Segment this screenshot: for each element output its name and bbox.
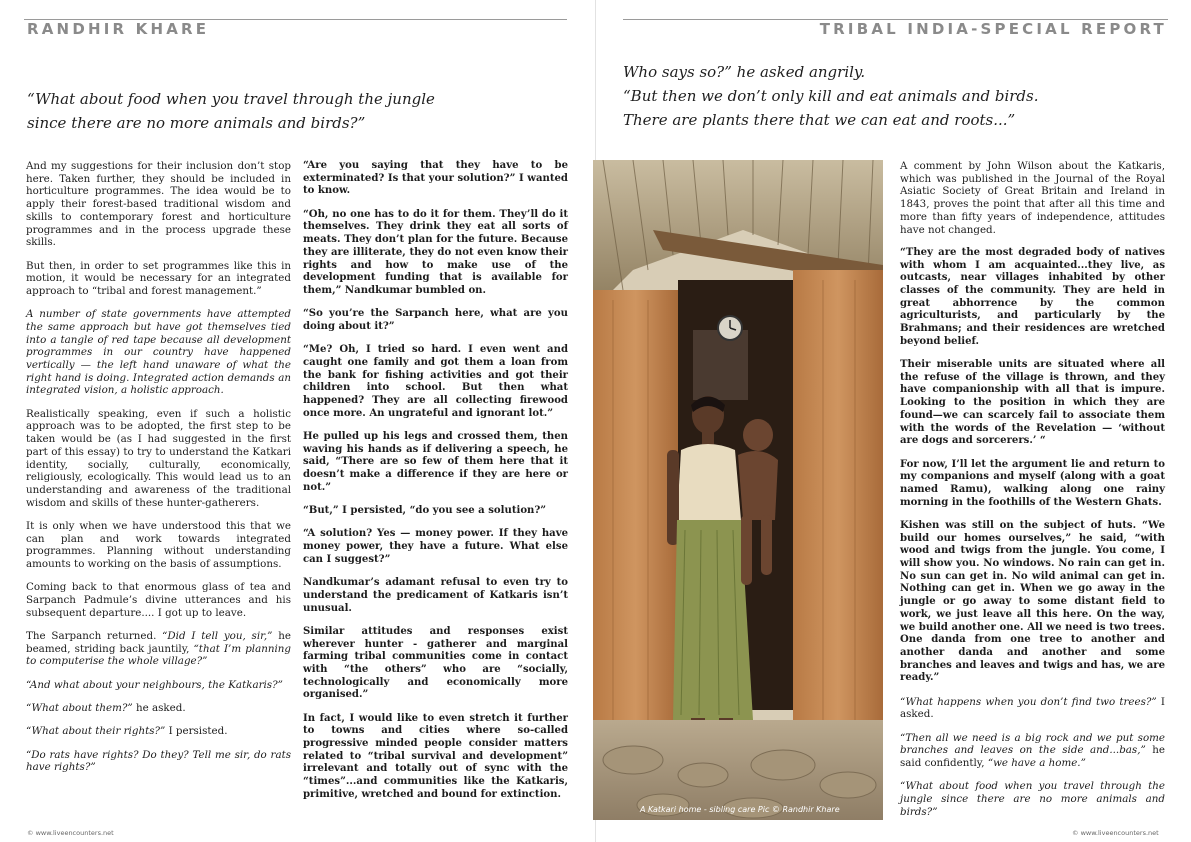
right-pullquote-line-2: “But then we don’t only kill and eat animals and birds. <box>623 87 1039 105</box>
text-span-italic: “What about their rights?” <box>26 725 166 738</box>
paragraph-italic: A number of state governments have attempted the same approach but have got themselves tied into a tangle of red tape because all development programmes in our country have happened vertically — the left hand unaware of what the right hand is doing. Integrated action demands an integrated vision, a holistic approach. <box>26 308 291 397</box>
left-header-author: RANDHIR KHARE <box>27 20 210 38</box>
paragraph-italic: “And what about your neighbours, the Katkaris?” <box>26 678 283 691</box>
text-span-italic: “that I’m planning to computerise the whole village?” <box>26 642 291 668</box>
text-span-italic: “we have a home.” <box>987 757 1086 770</box>
paragraph-mixed <box>26 702 291 715</box>
text-span-italic: “What happens when you don’t find two trees?” <box>900 695 1157 708</box>
text-span: I persisted. <box>168 725 228 738</box>
left-footer: © www.liveencounters.net <box>27 829 114 837</box>
paragraph-bold: “Oh, no one has to do it for them. They’ll do it themselves. They drink they eat all sorts of meats. They don’t plan for the future. Because they are illiterate, they do not even know their rights and how to make use of the development funding that is available for them,” Nandkumar bumbled on. <box>303 208 568 296</box>
paragraph-bold: “Me? Oh, I tried so hard. I even went and caught one family and got them a loan from the bank for fishing activities and got their children into school. But then what happened? They are all collecting firewood once more. An ungrateful and ignorant lot.” <box>303 344 568 419</box>
text-span: I asked. <box>900 695 1165 721</box>
paragraph-bold: Similar attitudes and responses exist wherever hunter - gatherer and marginal farming tribal communities come in contact with “the others” who are “socially, technologically and economically more organised.” <box>303 625 568 701</box>
text-span: he asked. <box>135 702 186 715</box>
paragraph-bold: Kishen was still on the subject of huts. “We build our homes ourselves,” he said, “with wood and twigs from the jungle. You come, I will show you. No windows. No rain can get in. No sun can get in. No wild animal can get in. Nothing can get in. When we go away in the jungle or go away to some distant field to work, we just leave all this here. On the way, we build another one. All we need is two trees. One danda from one tree to another and another danda and another and some branches and leaves and twigs and has, we are ready.” <box>900 519 1165 684</box>
left-column-1 <box>26 160 291 785</box>
text-span-italic: “Did I tell you, sir,” <box>162 630 273 643</box>
paragraph-mixed <box>26 725 291 738</box>
paragraph-bold: “A solution? Yes — money power. If they have money power, they have a future. What else can I suggest?” <box>303 528 568 565</box>
paragraph-bold: He pulled up his legs and crossed them, then waving his hands as if delivering a speech, he said, “There are so few of them here that it doesn’t make a difference if they are here or not.” <box>303 431 568 493</box>
paragraph: And my suggestions for their inclusion don’t stop here. Taken further, they should be included in horticulture programmes. The idea would be to apply their forest-based traditional wisdom and skills to contemporary forest and horticulture programmes and in the process upgrade these skills. <box>26 160 291 249</box>
katkari-home-photo <box>593 160 883 820</box>
left-pullquote <box>27 87 435 135</box>
right-pullquote <box>623 60 1039 132</box>
paragraph: Realistically speaking, even if such a holistic approach was to be adopted, the first step to be taken would be (as I had suggested in the first part of this essay) to try to understand the Katkari identity, socially, culturally, economically, religiously, ecologically. This would lead us to an understanding and awareness of the traditional wisdom and skills of these hunter-gatherers. <box>26 407 291 509</box>
paragraph-bold: “So you’re the Sarpanch here, what are you doing about it?” <box>303 308 568 332</box>
right-column-3 <box>900 160 1165 829</box>
paragraph-bold: For now, I’ll let the argument lie and return to my companions and myself (along with a goat named Ramu), walking along one rainy morning in the foothills of the Western Ghats. <box>900 458 1165 508</box>
paragraph: It is only when we have understood this that we can plan and work towards integrated programmes. Planning without understanding amounts to working on the basis of assumptions. <box>26 519 291 571</box>
right-header-title: TRIBAL INDIA-SPECIAL REPORT <box>819 20 1167 38</box>
paragraph-italic: “What about food when you travel through the jungle since there are no more animals and birds?” <box>900 780 1165 818</box>
paragraph: Coming back to that enormous glass of tea and Sarpanch Padmule’s divine utterances and his subsequent departure.... I got up to leave. <box>26 581 291 619</box>
left-pullquote-line-2: since there are no more animals and birds?” <box>27 114 366 132</box>
photo-illustration <box>593 160 883 820</box>
paragraph-bold: Nandkumar’s adamant refusal to even try to understand the predicament of Katkaris isn’t unusual. <box>303 577 568 614</box>
right-pullquote-line-1: Who says so?” he asked angrily. <box>623 63 866 81</box>
right-pullquote-line-3: There are plants there that we can eat and roots...” <box>623 111 1016 129</box>
left-pullquote-line-1: “What about food when you travel through the jungle <box>27 90 435 108</box>
paragraph-bold: “Are you saying that they have to be exterminated? Is that your solution?” I wanted to know. <box>303 160 568 197</box>
paragraph: But then, in order to set programmes like this in motion, it would be necessary for an integrated approach to “tribal and forest management.” <box>26 259 291 297</box>
paragraph-italic: “Do rats have rights? Do they? Tell me sir, do rats have rights?” <box>26 748 291 774</box>
text-span-italic: “Then all we need is a big rock and we put some branches and leaves on the side and...bas,” <box>900 731 1165 757</box>
text-span: he beamed, striding back jauntily, <box>26 630 291 655</box>
text-span: The Sarpanch returned. <box>26 630 157 643</box>
paragraph-bold: In fact, I would like to even stretch it further to towns and cities where so-called progressive minded people consider matters related to “tribal survival and development” irrelevant and totally out of sync with the “times”...and communities like the Katkaris, primitive, wretched and bound for extinction. <box>303 712 568 800</box>
paragraph-bold: “But,” I persisted, “do you see a solution?” <box>303 505 547 517</box>
paragraph-mixed <box>26 630 291 668</box>
left-column-2 <box>303 160 568 812</box>
right-footer: © www.liveencounters.net <box>1072 829 1159 837</box>
text-span: he said confidently, <box>900 744 1165 770</box>
text-span-italic: “What about them?” <box>26 702 133 715</box>
paragraph-mixed <box>900 732 1165 770</box>
photo-caption: A Katkari home - sibling care Pic © Randhir Khare <box>640 805 840 814</box>
paragraph-bold: “They are the most degraded body of natives with whom I am acquainted...they live, as outcasts, near villages inhabited by other classes of the community. They are held in great abhorrence by the common agriculturists, and particularly by the Brahmans; and their residences are wretched beyond belief. <box>900 246 1165 347</box>
paragraph-bold: Their miserable units are situated where all the refuse of the village is thrown, and they have companionship with all that is impure. Looking to the position in which they are found—we can scarcely fail to associate them with the words of the Revelation — ‘without are dogs and sorcerers.’ “ <box>900 359 1165 447</box>
paragraph: A comment by John Wilson about the Katkaris, which was published in the Journal of the Royal Asiatic Society of Great Britain and Ireland in 1843, proves the point that after all this time and more than fifty years of independence, attitudes have not changed. <box>900 160 1165 236</box>
paragraph-mixed <box>900 696 1165 721</box>
